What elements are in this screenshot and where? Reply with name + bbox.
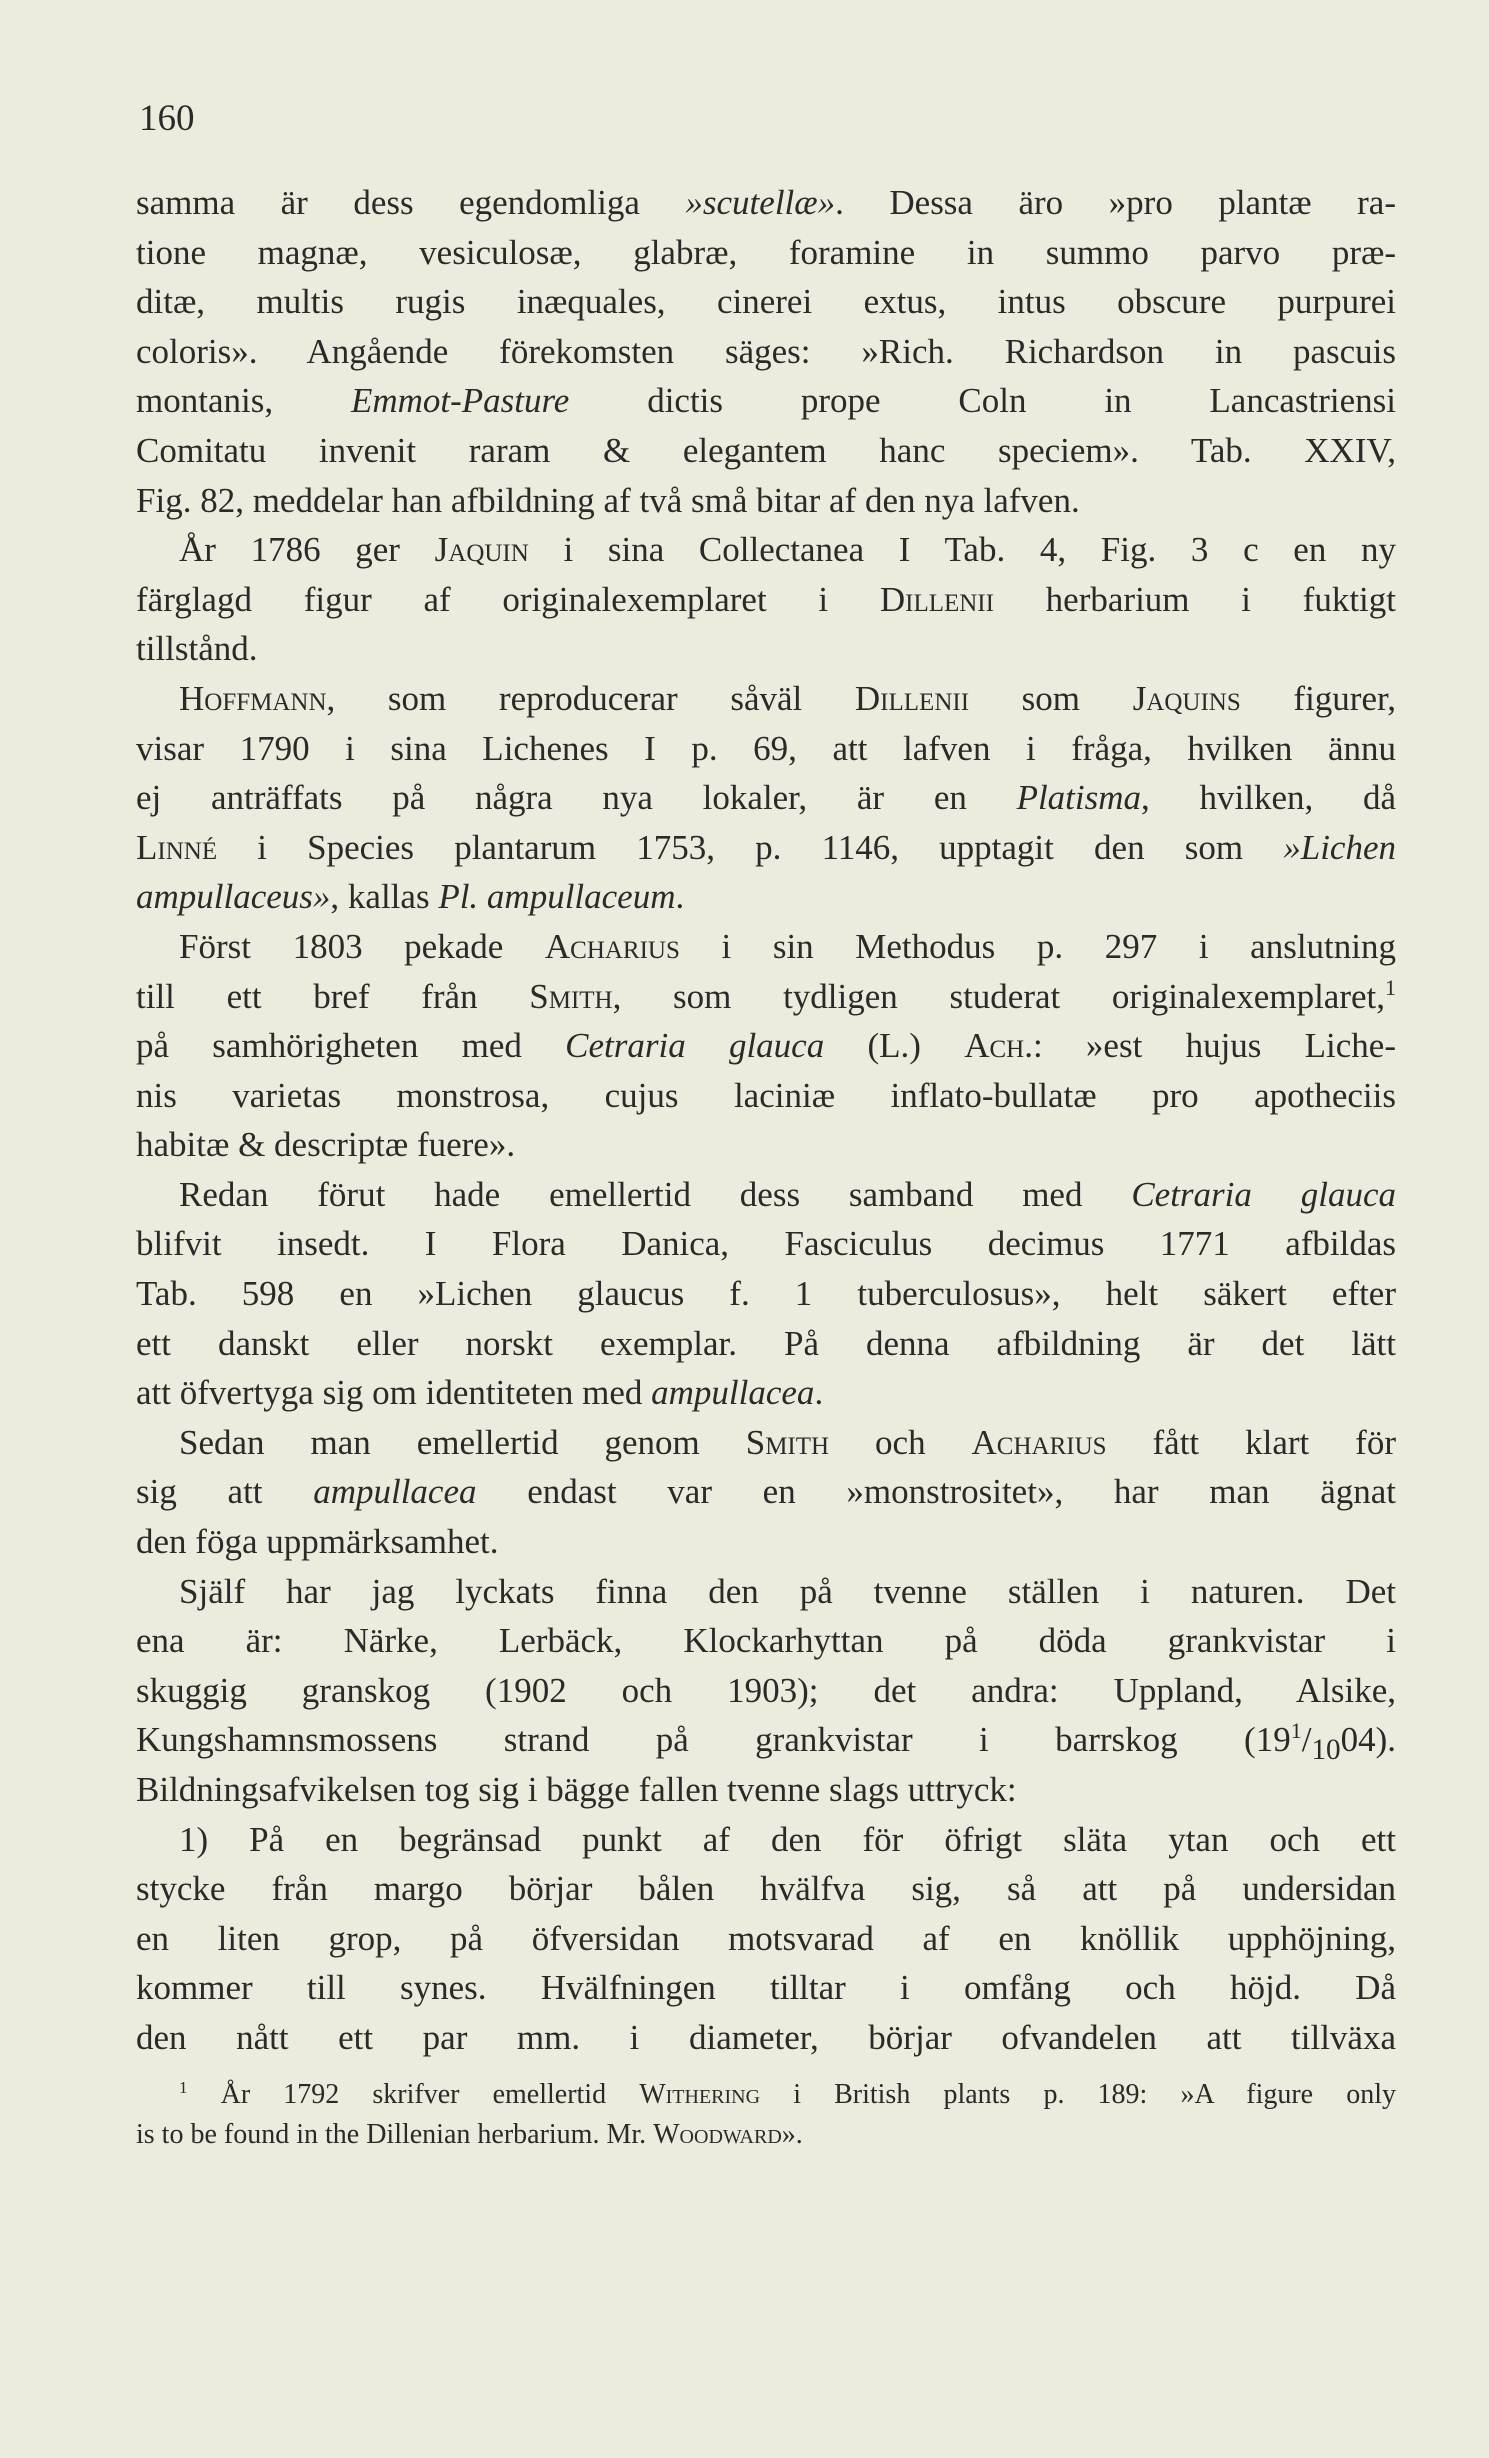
text-line <box>136 823 1396 873</box>
text-segment: . <box>675 877 685 917</box>
text-line <box>136 1616 1396 1666</box>
subscript: 10 <box>1311 1734 1341 1767</box>
text-segment: sig att <box>136 1472 314 1512</box>
text-segment: den nått ett par mm. i diameter, börjar ofvandelen att tillväxa <box>136 2017 1396 2057</box>
footnote <box>136 2075 1396 2155</box>
text-line <box>136 872 1396 922</box>
text-segment: År 1786 ger <box>179 530 435 570</box>
text-segment: i Species plantarum 1753, p. 1146, upptagit den som <box>217 827 1284 867</box>
text-segment: , hvilken, då <box>1141 778 1396 818</box>
text-segment: stycke från margo börjar bålen hvälfva sig, så att på undersidan <box>136 1869 1396 1909</box>
text-segment: ampullacea <box>651 1373 815 1413</box>
text-segment: Redan förut hade emellertid dess samband med <box>179 1174 1132 1214</box>
footnote-line <box>136 2115 1396 2155</box>
text-segment: Pl. ampullaceum <box>438 877 676 917</box>
text-segment: blifvit insedt. I Flora Danica, Fasciculus decimus 1771 afbildas <box>136 1224 1396 1264</box>
text-line <box>136 1815 1396 1865</box>
text-segment: ampullaceus» <box>136 877 331 917</box>
text-line <box>136 277 1396 327</box>
text-segment: , som reproducerar såväl <box>326 678 855 718</box>
text-line <box>136 773 1396 823</box>
text-line <box>136 1219 1396 1269</box>
text-segment: ampullacea <box>313 1472 477 1512</box>
main-text <box>136 178 1396 2063</box>
text-line <box>136 1666 1396 1716</box>
text-segment: som <box>969 678 1133 718</box>
text-segment: i sina Collectanea I Tab. 4, Fig. 3 c en ny <box>528 530 1396 570</box>
text-line <box>136 1368 1396 1418</box>
text-segment: År 1792 skrifver emellertid <box>187 2079 640 2110</box>
text-line <box>136 1765 1396 1815</box>
text-segment: till ett bref från <box>136 976 530 1016</box>
text-segment: Platisma <box>1016 778 1142 818</box>
text-segment: Dillenii <box>879 579 994 619</box>
text-segment: Sedan man emellertid genom <box>179 1422 746 1462</box>
text-line <box>136 228 1396 278</box>
text-line <box>136 2013 1396 2063</box>
footnote-line <box>136 2075 1396 2115</box>
text-line <box>136 575 1396 625</box>
text-line <box>136 1963 1396 2013</box>
text-segment: montanis, <box>136 381 351 421</box>
page-number: 160 <box>139 98 195 139</box>
text-segment: Emmot-Pasture <box>350 381 570 421</box>
text-line <box>136 1467 1396 1517</box>
text-segment: herbarium i fuktigt <box>993 579 1396 619</box>
text-line <box>136 1120 1396 1170</box>
text-line <box>136 724 1396 774</box>
text-segment: tione magnæ, vesiculosæ, glabræ, foramine in summo parvo præ- <box>136 232 1396 272</box>
text-line <box>136 1517 1396 1567</box>
text-segment: Jaquins <box>1132 678 1241 718</box>
text-line <box>136 476 1396 526</box>
text-segment: att öfvertyga sig om identiteten med <box>136 1373 652 1413</box>
text-segment: färglagd figur af originalexemplaret i <box>136 579 880 619</box>
text-segment: , kallas <box>330 877 439 917</box>
text-segment: Acharius <box>544 926 680 966</box>
text-segment: is to be found in the Dillenian herbarium. Mr. <box>136 2119 654 2150</box>
text-segment: tillstånd. <box>136 629 258 669</box>
text-line <box>136 1418 1396 1468</box>
text-segment: (L.) <box>824 1026 965 1066</box>
text-segment: Cetraria glauca <box>1131 1174 1396 1214</box>
text-line <box>136 1319 1396 1369</box>
text-segment: en liten grop, på öfversidan motsvarad af en knöllik upphöjning, <box>136 1918 1396 1958</box>
text-segment: kommer till synes. Hvälfningen tilltar i omfång och höjd. Då <box>136 1968 1396 2008</box>
text-segment: Cetraria glauca <box>565 1026 825 1066</box>
text-line <box>136 525 1396 575</box>
text-line <box>136 1864 1396 1914</box>
text-segment: på samhörigheten med <box>136 1026 566 1066</box>
text-segment: ditæ, multis rugis inæquales, cinerei extus, intus obscure purpurei <box>136 282 1396 322</box>
text-line <box>136 1914 1396 1964</box>
text-segment: »scutellæ» <box>685 183 836 222</box>
text-line <box>136 1269 1396 1319</box>
text-line <box>136 1071 1396 1121</box>
text-line <box>136 922 1396 972</box>
text-segment: ». <box>781 2119 803 2150</box>
text-segment: visar 1790 i sina Lichenes I p. 69, att lafven i fråga, hvilken ännu <box>136 728 1396 768</box>
text-line <box>136 376 1396 426</box>
text-segment: Smith <box>745 1422 830 1462</box>
text-segment: Först 1803 pekade <box>179 926 545 966</box>
superscript: 1 <box>1385 974 1396 1000</box>
text-segment: Ach. <box>964 1026 1033 1066</box>
text-segment: Kungshamnsmossens strand på grankvistar i barrskog (19 <box>136 1720 1291 1760</box>
text-segment: : »est hujus Liche- <box>1032 1026 1397 1066</box>
text-segment: och <box>829 1422 972 1462</box>
text-segment: Själf har jag lyckats finna den på tvenne ställen i naturen. Det <box>179 1571 1396 1611</box>
text-segment: . Dessa äro »pro plantæ ra- <box>835 183 1396 222</box>
text-segment: Woodward <box>653 2119 782 2150</box>
text-segment: Tab. 598 en »Lichen glaucus f. 1 tuberculosus», helt säkert efter <box>136 1274 1396 1314</box>
text-segment: Jaquin <box>434 530 529 570</box>
superscript: 1 <box>179 2078 188 2097</box>
text-segment: / <box>1301 1720 1312 1760</box>
text-line <box>136 426 1396 476</box>
text-line <box>136 327 1396 377</box>
text-segment: ett danskt eller norskt exemplar. På denna afbildning är det lätt <box>136 1323 1396 1363</box>
text-line <box>136 1567 1396 1617</box>
text-segment: Bildningsafvikelsen tog sig i bägge fallen tvenne slags uttryck: <box>136 1770 1017 1809</box>
text-segment: den föga uppmärksamhet. <box>136 1522 499 1562</box>
superscript: 1 <box>1290 1718 1302 1744</box>
text-segment: »Lichen <box>1283 827 1396 867</box>
text-segment: figurer, <box>1240 678 1396 718</box>
text-segment: endast var en »monstrositet», har man ägnat <box>476 1472 1396 1512</box>
text-segment: i sin Methodus p. 297 i anslutning <box>679 926 1396 966</box>
text-segment: dictis prope Coln in Lancastriensi <box>569 381 1396 421</box>
text-line <box>136 178 1396 228</box>
text-segment: skuggig granskog (1902 och 1903); det andra: Uppland, Alsike, <box>136 1670 1396 1710</box>
text-segment: i British plants p. 189: »A figure only <box>760 2079 1396 2110</box>
text-line <box>136 1715 1396 1765</box>
text-segment: habitæ & descriptæ fuere». <box>136 1125 516 1165</box>
text-segment: samma är dess egendomliga <box>136 183 686 222</box>
text-line <box>136 1021 1396 1071</box>
text-segment: 1) På en begränsad punkt af den för öfrigt släta ytan och ett <box>179 1819 1396 1859</box>
text-segment: coloris». Angående förekomsten säges: »Rich. Richardson in pascuis <box>136 331 1396 371</box>
text-segment: 04). <box>1340 1720 1396 1760</box>
text-segment: Acharius <box>971 1422 1107 1462</box>
text-segment: Comitatu invenit raram & elegantem hanc speciem». Tab. XXIV, <box>136 430 1396 470</box>
text-segment: nis varietas monstrosa, cujus laciniæ inflato-bullatæ pro apotheciis <box>136 1075 1396 1115</box>
text-segment: Linné <box>136 827 218 867</box>
text-segment: Hoffmann <box>179 678 327 718</box>
text-segment: Withering <box>639 2079 761 2110</box>
text-line <box>136 624 1396 674</box>
text-segment: Fig. 82, meddelar han afbildning af två små bitar af den nya lafven. <box>136 480 1080 520</box>
text-segment: ena är: Närke, Lerbäck, Klockarhyttan på döda grankvistar i <box>136 1621 1396 1661</box>
text-segment: Dillenii <box>854 678 970 718</box>
text-segment: ej anträffats på några nya lokaler, är en <box>136 778 1017 818</box>
text-line <box>136 674 1396 724</box>
text-segment: Smith <box>529 976 613 1016</box>
text-segment: fått klart för <box>1106 1422 1396 1462</box>
text-line <box>136 1170 1396 1220</box>
text-segment: . <box>814 1373 824 1413</box>
text-line <box>136 972 1396 1022</box>
text-segment: , som tydligen studerat originalexemplaret, <box>612 976 1385 1016</box>
